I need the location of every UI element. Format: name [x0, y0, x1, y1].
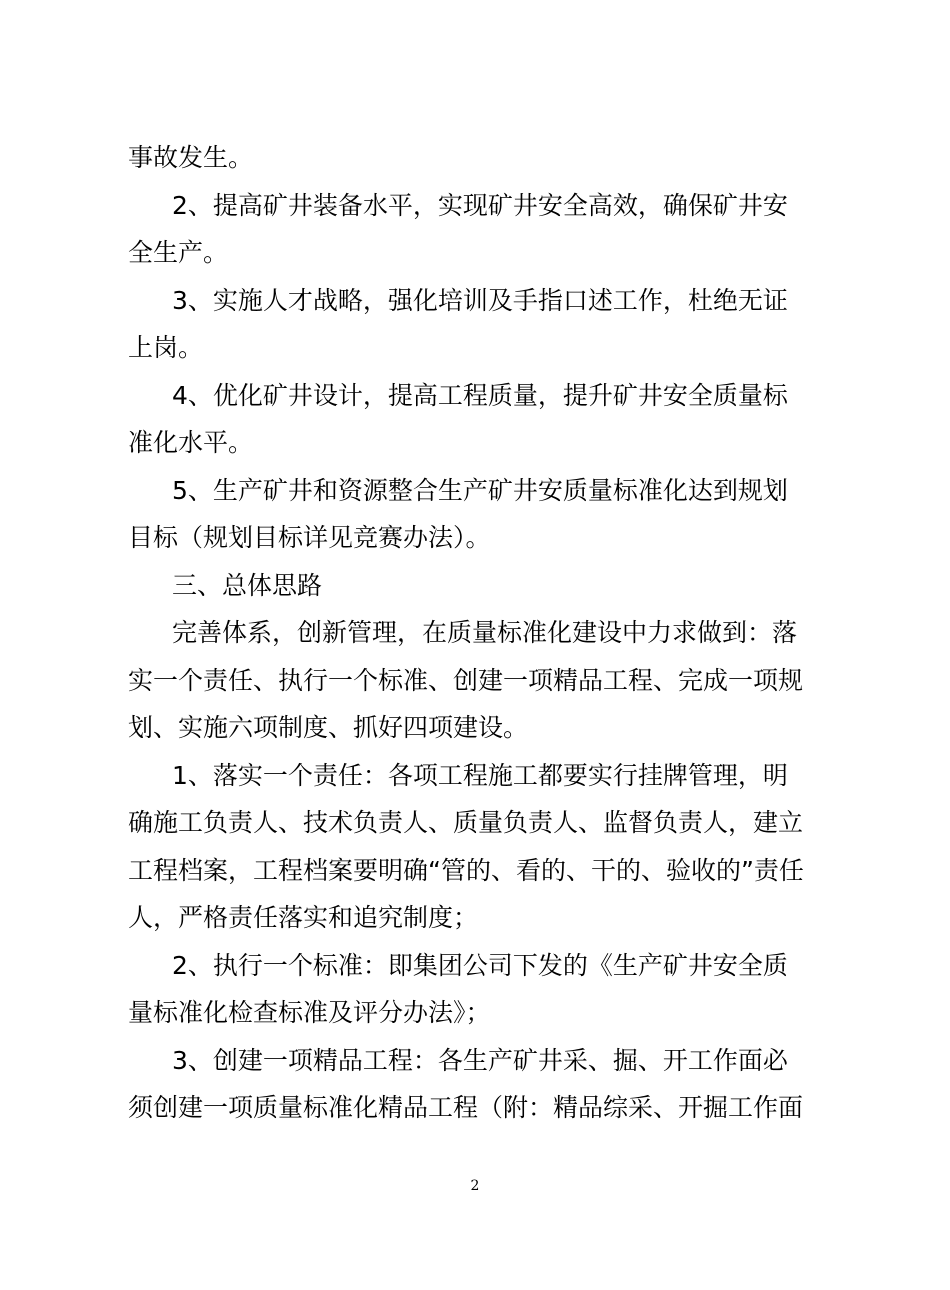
text-line: 4、优化矿井设计，提高工程质量，提升矿井安全质量标 [172, 380, 788, 410]
text-line: 须创建一项质量标准化精品工程（附：精品综采、开掘工作面 [128, 1093, 804, 1122]
text-line: 完善体系，创新管理，在质量标准化建设中力求做到：落 [172, 618, 798, 647]
text-line: 5、生产矿井和资源整合生产矿井安质量标准化达到规划 [172, 475, 788, 505]
text-line: 人，严格责任落实和追究制度； [128, 903, 479, 932]
text-line: 工程档案，工程档案要明确“管的、看的、干的、验收的”责任 [128, 855, 804, 885]
text-line: 量标准化检查标准及评分办法》； [128, 998, 491, 1027]
page-number: 2 [470, 1178, 480, 1194]
text-line: 事故发生。 [128, 143, 254, 172]
text-line: 3、创建一项精品工程：各生产矿井采、掘、开工作面必 [172, 1045, 788, 1075]
text-line: 2、执行一个标准：即集团公司下发的《生产矿井安全质 [172, 950, 788, 980]
text-line: 确施工负责人、技术负责人、质量负责人、监督负责人，建立 [128, 808, 804, 837]
text-line: 1、落实一个责任：各项工程施工都要实行挂牌管理，明 [172, 760, 788, 790]
body-text [128, 134, 828, 1132]
text-line: 目标（规划目标详见竞赛办法）。 [128, 523, 491, 552]
section-heading: 三、总体思路 [172, 570, 323, 600]
text-line: 实一个责任、执行一个标准、创建一项精品工程、完成一项规 [128, 665, 804, 695]
text-line: 3、实施人才战略，强化培训及手指口述工作，杜绝无证 [172, 285, 788, 315]
text-line: 全生产。 [128, 238, 229, 267]
text-line: 2、提高矿井装备水平，实现矿井安全高效，确保矿井安 [172, 190, 788, 220]
text-line: 划、实施六项制度、抓好四项建设。 [128, 713, 529, 742]
text-line: 准化水平。 [128, 428, 254, 457]
text-line: 上岗。 [128, 333, 204, 362]
